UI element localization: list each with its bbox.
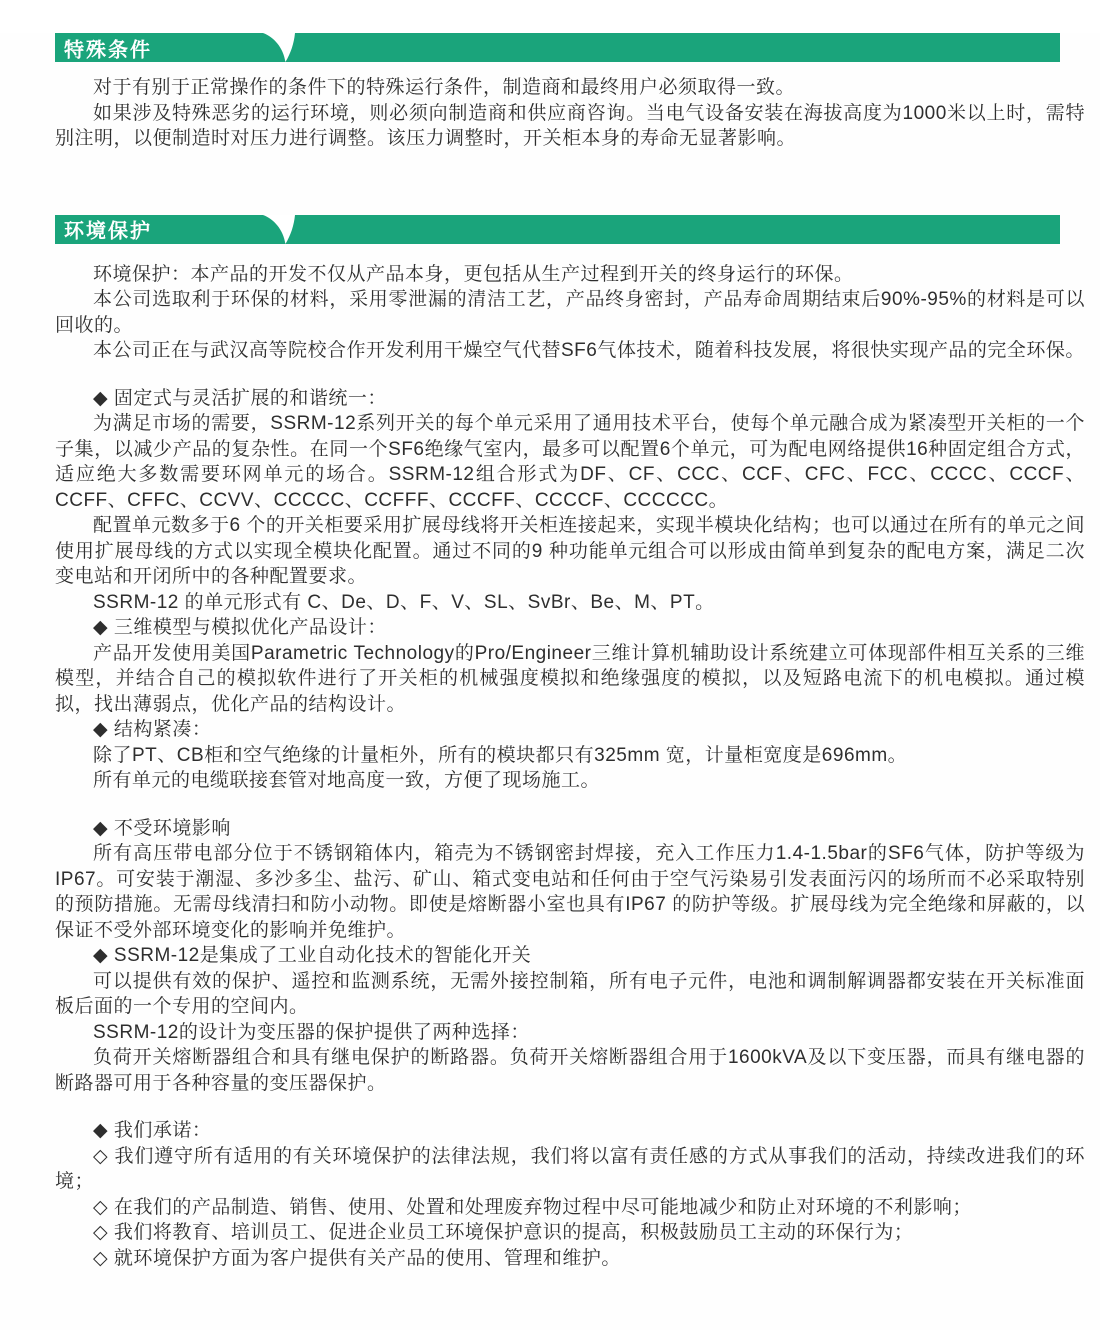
- bullet-heading: ◆ 不受环境影响: [93, 817, 231, 839]
- body-paragraph: 除了PT、CB柜和空气绝缘的计量柜外，所有的模块都只有325mm 宽，计量柜宽度是696mm。: [93, 744, 908, 766]
- body-paragraph: SSRM-12 的单元形式有 C、De、D、F、V、SL、SvBr、Be、M、PT。: [93, 591, 715, 613]
- commitment-item: ◇ 在我们的产品制造、销售、使用、处置和处理废弃物过程中尽可能地减少和防止对环境的不利影响；: [93, 1196, 972, 1218]
- body-paragraph: 负荷开关熔断器组合和具有继电保护的断路器。负荷开关熔断器组合用于1600kVA及以下变压器，而具有继电器的断路器可用于各种容量的变压器保护。: [55, 1047, 1085, 1094]
- section-body-special: [55, 75, 1085, 152]
- document-page: [0, 33, 1100, 1330]
- body-paragraph: 所有高压带电部分位于不锈钢箱体内，箱壳为不锈钢密封焊接，充入工作压力1.4-1.5bar的SF6气体，防护等级为IP67。可安装于潮湿、多沙多尘、盐污、矿山、箱式变电站和任何由于空气污染易引发表面污闪的场所而不必采取特别的预防措施。无需母线清扫和防小动物。即使是熔断器小室也具有IP67 的防护等级。扩展母线为完全绝缘和屏蔽的，以保证不受外部环境变化的影响并免维护。: [55, 843, 1085, 941]
- commitment-item: ◇ 我们遵守所有适用的有关环境保护的法律法规，我们将以富有责任感的方式从事我们的活动，持续改进我们的环境；: [55, 1145, 1085, 1192]
- section-title-special: 特殊条件: [64, 39, 152, 61]
- bullet-heading: ◆ SSRM-12是集成了工业自动化技术的智能化开关: [93, 945, 532, 966]
- section-title-environment: 环境保护: [64, 220, 152, 243]
- body-paragraph: 环境保护：本产品的开发不仅从产品本身，更包括从生产过程到开关的终身运行的环保。: [93, 263, 854, 285]
- body-paragraph: 如果涉及特殊恶劣的运行环境，则必须向制造商和供应商咨询。当电气设备安装在海拔高度为1000米以上时，需特别注明，以便制造时对压力进行调整。该压力调整时，开关柜本身的寿命无显著影响。: [55, 102, 1085, 149]
- body-paragraph: 可以提供有效的保护、遥控和监测系统，无需外接控制箱，所有电子元件，电池和调制解调器都安装在开关标准面板后面的一个专用的空间内。: [55, 970, 1085, 1017]
- banner-swoosh-icon: [263, 215, 295, 244]
- bullet-heading: ◆ 固定式与灵活扩展的和谐统一：: [93, 387, 387, 409]
- body-paragraph: SSRM-12的设计为变压器的保护提供了两种选择：: [93, 1021, 530, 1043]
- banner-swoosh-icon: [263, 33, 295, 62]
- body-paragraph: 所有单元的电缆联接套管对地高度一致，方便了现场施工。: [93, 770, 601, 791]
- section-banner-special: [55, 33, 1060, 62]
- bullet-heading: ◆ 结构紧凑：: [93, 719, 212, 740]
- body-paragraph: 产品开发使用美国Parametric Technology的Pro/Engineer三维计算机辅助设计系统建立可体现部件相互关系的三维模型，并结合自己的模拟软件进行了开关柜的机械强度模拟和绝缘强度的模拟，以及短路电流下的机电模拟。通过模拟，找出薄弱点，优化产品的结构设计。: [55, 642, 1085, 715]
- section-banner-environment: [55, 215, 1060, 244]
- body-paragraph: 本公司正在与武汉高等院校合作开发利用干燥空气代替SF6气体技术，随着科技发展，将很快实现产品的完全环保。: [93, 340, 1085, 361]
- commitment-item: ◇ 就环境保护方面为客户提供有关产品的使用、管理和维护。: [93, 1247, 621, 1269]
- bullet-heading: ◆ 我们承诺：: [93, 1120, 212, 1141]
- body-paragraph: 配置单元数多于6 个的开关柜要采用扩展母线将开关柜连接起来，实现半模块化结构；也可以通过在所有的单元之间使用扩展母线的方式以实现全模块化配置。通过不同的9 种功能单元组合可以形成由简单到复杂的配电方案，满足二次变电站和开闭所中的各种配置要求。: [55, 515, 1085, 587]
- commitment-item: ◇ 我们将教育、培训员工、促进企业员工环境保护意识的提高，积极鼓励员工主动的环保行为；: [93, 1222, 914, 1243]
- body-paragraph: 为满足市场的需要，SSRM-12系列开关的每个单元采用了通用技术平台，使每个单元融合成为紧凑型开关柜的一个子集，以减少产品的复杂性。在同一个SF6绝缘气室内，最多可以配置6个单元，可为配电网络提供16种固定组合方式，适应绝大多数需要环网单元的场合。SSRM-12组合形式为DF、CF、CCC、CCF、CFC、FCC、CCCC、CCCF、CCFF、CFFC、CCVV、CCCCC、CCFFF、CCCFF、CCCCF、CCCCCC。: [55, 413, 1085, 511]
- section-body-environment: [55, 262, 1085, 1272]
- body-paragraph: 本公司选取利于环保的材料，采用零泄漏的清洁工艺，产品终身密封，产品寿命周期结束后90%-95%的材料是可以回收的。: [55, 289, 1085, 336]
- section-environmental-protection: [0, 215, 1100, 1272]
- section-special-conditions: [0, 33, 1100, 152]
- body-paragraph: 对于有别于正常操作的条件下的特殊运行条件，制造商和最终用户必须取得一致。: [93, 77, 796, 98]
- bullet-heading: ◆ 三维模型与模拟优化产品设计：: [93, 617, 387, 638]
